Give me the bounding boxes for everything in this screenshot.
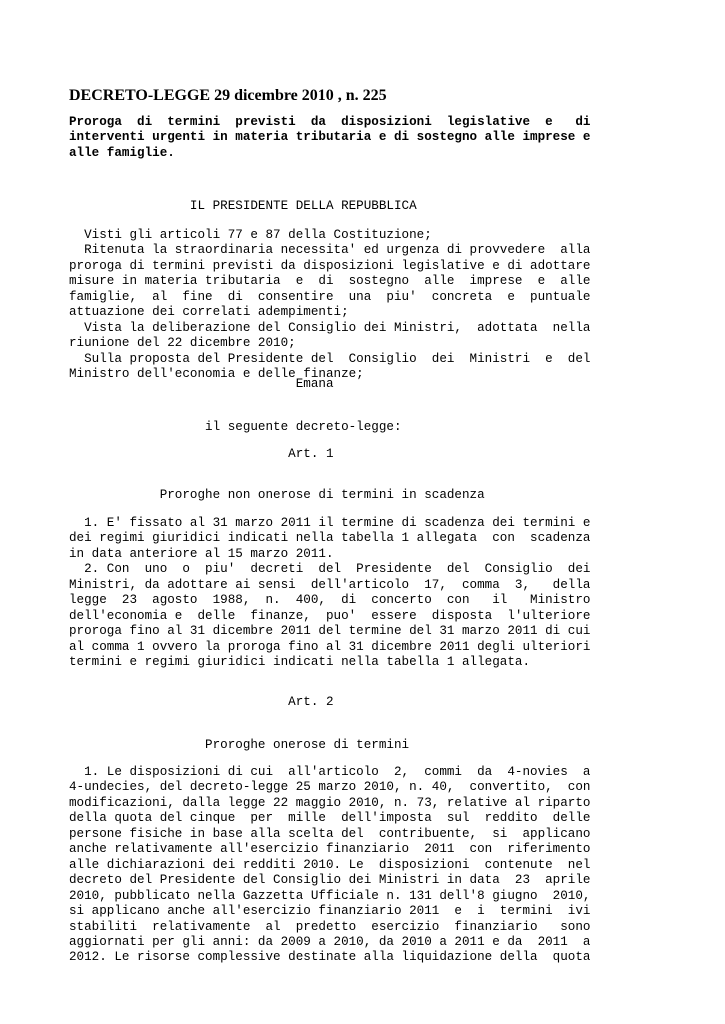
preamble-text: Visti gli articoli 77 e 87 della Costituzione; Ritenuta la straordinaria necessita' ed urgenza di provvedere alla proroga di termini previsti da disposizioni legislative e di adottare misure in materia tributaria e di sostegno alle imprese e alle famiglie, al fine di consentire una piu' concreta e puntuale attuazione dei correlati adempimenti; Vista la deliberazione del Consiglio dei Ministri, adottata nella riunione del 22 dicembre 2010; Sulla proposta del Presidente del Consiglio dei Ministri e del Ministro dell'economia e delle finanze; [69,228,591,382]
article-1-heading: Art. 1 [69,447,334,461]
article-2-body: 1. Le disposizioni di cui all'articolo 2, commi da 4-novies a 4-undecies, del decreto-legge 25 marzo 2010, n. 40, convertito, con modificazioni, dalla legge 22 maggio 2010, n. 73, relative al riparto della quota del cinque per mille dell'imposta sul reddito delle persone fisiche in base alla scelta del contribuente, si applicano anche relativamente all'esercizio finanziario 2011 con riferimento alle dichiarazioni dei redditi 2010. Le disposizioni contenute nel decreto del Presidente del Consiglio dei Ministri in data 23 aprile 2010, pubblicato nella Gazzetta Ufficiale n. 131 dell'8 giugno 2010, si applicano anche all'esercizio finanziario 2011 e i termini ivi stabiliti relativamente al predetto esercizio finanziario sono aggiornati per gli anni: da 2009 a 2010, da 2010 a 2011 e da 2011 a 2012. Le risorse complessive destinate alla liquidazione della quota [69,765,591,965]
emana-line: Emana [69,377,334,391]
president-heading: IL PRESIDENTE DELLA REPUBBLICA [69,199,417,213]
decree-subtitle: Proroga di termini previsti da disposizioni legislative e di interventi urgenti in materia tributaria e di sostegno alle imprese e alle famiglie. [69,115,591,160]
article-2-heading: Art. 2 [69,695,334,709]
article-2-subheading: Proroghe onerose di termini [69,738,410,752]
article-1-body: 1. E' fissato al 31 marzo 2011 il termine di scadenza dei termini e dei regimi giuridici indicati nella tabella 1 allegata con scadenza in data anteriore al 15 marzo 2011. 2. Con uno o piu' decreti del Presidente del Consiglio dei Ministri, da adottare ai sensi dell'articolo 17, comma 3, della legge 23 agosto 1988, n. 400, di concerto con il Ministro dell'economia e delle finanze, puo' essere disposta l'ulteriore proroga fino al 31 dicembre 2011 del termine del 31 marzo 2011 di cui al comma 1 ovvero la proroga fino al 31 dicembre 2011 degli ulteriori termini e regimi giuridici indicati nella tabella 1 allegata. [69,516,591,670]
seguente-line: il seguente decreto-legge: [69,420,402,434]
decree-title: DECRETO-LEGGE 29 dicembre 2010 , n. 225 [69,87,387,104]
article-1-subheading: Proroghe non onerose di termini in scadenza [69,488,485,502]
